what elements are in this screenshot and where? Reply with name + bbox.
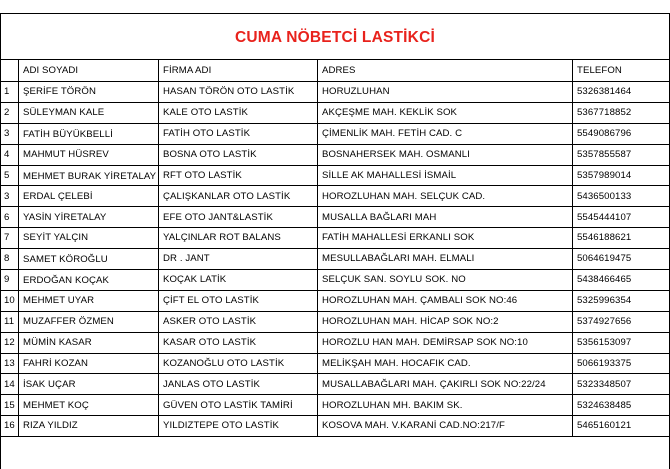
- cell-no: 4: [1, 144, 19, 165]
- cell-firm: KOZANOĞLU OTO LASTİK: [159, 353, 318, 374]
- cell-no: 13: [1, 353, 19, 374]
- cell-name: MEHMET BURAK YİRETALAY: [19, 165, 159, 186]
- cell-name: RIZA YILDIZ: [19, 416, 159, 437]
- cell-phone: 5438466465: [573, 270, 670, 291]
- cell-address: HOROZLUHAN MH. BAKIM SK.: [318, 395, 573, 416]
- cell-no: 6: [1, 207, 19, 228]
- cell-firm: GÜVEN OTO LASTİK TAMİRİ: [159, 395, 318, 416]
- cell-firm: FATİH OTO LASTİK: [159, 123, 318, 144]
- cell-address: FATİH MAHALLESİ ERKANLI SOK: [318, 228, 573, 249]
- cell-no: 5: [1, 165, 19, 186]
- cell-name: ERDOĞAN KOÇAK: [19, 270, 159, 291]
- header-name: ADI SOYADI: [19, 60, 159, 82]
- cell-no: 3: [1, 123, 19, 144]
- cell-firm: ÇALIŞKANLAR OTO LASTİK: [159, 186, 318, 207]
- cell-name: YASİN YİRETALAY: [19, 207, 159, 228]
- cell-no: 12: [1, 332, 19, 353]
- cell-address: KOSOVA MAH. V.KARANİ CAD.NO:217/F: [318, 416, 573, 437]
- cell-firm: RFT OTO LASTİK: [159, 165, 318, 186]
- cell-firm: KOÇAK LATİK: [159, 270, 318, 291]
- cell-firm: HASAN TÖRÖN OTO LASTİK: [159, 82, 318, 103]
- cell-no: 1: [1, 82, 19, 103]
- header-row: [1, 60, 670, 82]
- cell-no: 11: [1, 311, 19, 332]
- cell-name: MAHMUT HÜSREV: [19, 144, 159, 165]
- cell-phone: 5549086796: [573, 123, 670, 144]
- table-row: [1, 416, 670, 437]
- cell-firm: KALE OTO LASTİK: [159, 102, 318, 123]
- table-row: [1, 353, 670, 374]
- cell-phone: 5465160121: [573, 416, 670, 437]
- cell-address: SİLLE AK MAHALLESİ İSMAİL: [318, 165, 573, 186]
- cell-phone: 5324638485: [573, 395, 670, 416]
- cell-address: MESULLABAĞLARI MAH. ELMALI: [318, 249, 573, 270]
- cell-no: 8: [1, 249, 19, 270]
- cell-name: SAMET KÖROĞLU: [19, 249, 159, 270]
- table-body: [1, 60, 670, 437]
- table-row: [1, 290, 670, 311]
- table-row: [1, 311, 670, 332]
- header-firm: FİRMA ADI: [159, 60, 318, 82]
- cell-firm: ASKER OTO LASTİK: [159, 311, 318, 332]
- cell-firm: YILDIZTEPE OTO LASTİK: [159, 416, 318, 437]
- header-address: ADRES: [318, 60, 573, 82]
- cell-address: MUSALLA BAĞLARI MAH: [318, 207, 573, 228]
- cell-address: HOROZLUHAN MAH. SELÇUK CAD.: [318, 186, 573, 207]
- cell-name: ERDAL ÇELEBİ: [19, 186, 159, 207]
- roster-table: [0, 59, 670, 437]
- cell-address: MELİKŞAH MAH. HOCAFIK CAD.: [318, 353, 573, 374]
- cell-address: HORUZLUHAN: [318, 82, 573, 103]
- cell-firm: ÇİFT EL OTO LASTİK: [159, 290, 318, 311]
- cell-no: 7: [1, 228, 19, 249]
- cell-phone: 5436500133: [573, 186, 670, 207]
- cell-phone: 5374927656: [573, 311, 670, 332]
- cell-phone: 5356153097: [573, 332, 670, 353]
- cell-firm: BOSNA OTO LASTİK: [159, 144, 318, 165]
- cell-address: ÇİMENLİK MAH. FETİH CAD. C: [318, 123, 573, 144]
- cell-no: 10: [1, 290, 19, 311]
- table-row: [1, 332, 670, 353]
- cell-no: 9: [1, 270, 19, 291]
- cell-address: SELÇUK SAN. SOYLU SOK. NO: [318, 270, 573, 291]
- table-row: [1, 123, 670, 144]
- cell-address: HOROZLUHAN MAH. HİCAP SOK NO:2: [318, 311, 573, 332]
- cell-phone: 5546188621: [573, 228, 670, 249]
- cell-firm: DR . JANT: [159, 249, 318, 270]
- page-title: CUMA NÖBETCİ LASTİKCİ: [235, 28, 435, 46]
- cell-phone: 5326381464: [573, 82, 670, 103]
- cell-firm: EFE OTO JANT&LASTİK: [159, 207, 318, 228]
- cell-name: FATİH BÜYÜKBELLİ: [19, 123, 159, 144]
- cell-name: FAHRİ KOZAN: [19, 353, 159, 374]
- cell-name: MEHMET KOÇ: [19, 395, 159, 416]
- cell-phone: 5545444107: [573, 207, 670, 228]
- cell-no: 16: [1, 416, 19, 437]
- cell-name: MEHMET UYAR: [19, 290, 159, 311]
- header-phone: TELEFON: [573, 60, 670, 82]
- cell-address: AKÇEŞME MAH. KEKLİK SOK: [318, 102, 573, 123]
- table-row: [1, 102, 670, 123]
- table-row: [1, 207, 670, 228]
- cell-phone: 5357989014: [573, 165, 670, 186]
- table-row: [1, 165, 670, 186]
- cell-phone: 5064619475: [573, 249, 670, 270]
- table-row: [1, 374, 670, 395]
- table-row: [1, 82, 670, 103]
- table-row: [1, 249, 670, 270]
- cell-phone: 5323348507: [573, 374, 670, 395]
- cell-name: SEYİT YALÇIN: [19, 228, 159, 249]
- cell-address: BOSNAHERSEK MAH. OSMANLI: [318, 144, 573, 165]
- cell-no: 14: [1, 374, 19, 395]
- cell-name: İSAK UÇAR: [19, 374, 159, 395]
- title-row: [0, 13, 670, 59]
- header-no: [1, 60, 19, 82]
- cell-address: MUSALLABAĞLARI MAH. ÇAKIRLI SOK NO:22/24: [318, 374, 573, 395]
- cell-no: 3: [1, 186, 19, 207]
- table-row: [1, 395, 670, 416]
- cell-phone: 5325996354: [573, 290, 670, 311]
- cell-address: HOROZLUHAN MAH. ÇAMBALI SOK NO:46: [318, 290, 573, 311]
- table-row: [1, 270, 670, 291]
- cell-name: MUZAFFER ÖZMEN: [19, 311, 159, 332]
- cell-name: ŞERİFE TÖRÖN: [19, 82, 159, 103]
- cell-firm: JANLAS OTO LASTİK: [159, 374, 318, 395]
- cell-firm: YALÇINLAR ROT BALANS: [159, 228, 318, 249]
- table-row: [1, 228, 670, 249]
- cell-name: MÜMİN KASAR: [19, 332, 159, 353]
- cell-address: HOROZLU HAN MAH. DEMİRSAP SOK NO:10: [318, 332, 573, 353]
- cell-firm: KASAR OTO LASTİK: [159, 332, 318, 353]
- cell-phone: 5357855587: [573, 144, 670, 165]
- table-row: [1, 144, 670, 165]
- cell-no: 15: [1, 395, 19, 416]
- cell-phone: 5066193375: [573, 353, 670, 374]
- cell-no: 2: [1, 102, 19, 123]
- cell-phone: 5367718852: [573, 102, 670, 123]
- table-row: [1, 186, 670, 207]
- cell-name: SÜLEYMAN KALE: [19, 102, 159, 123]
